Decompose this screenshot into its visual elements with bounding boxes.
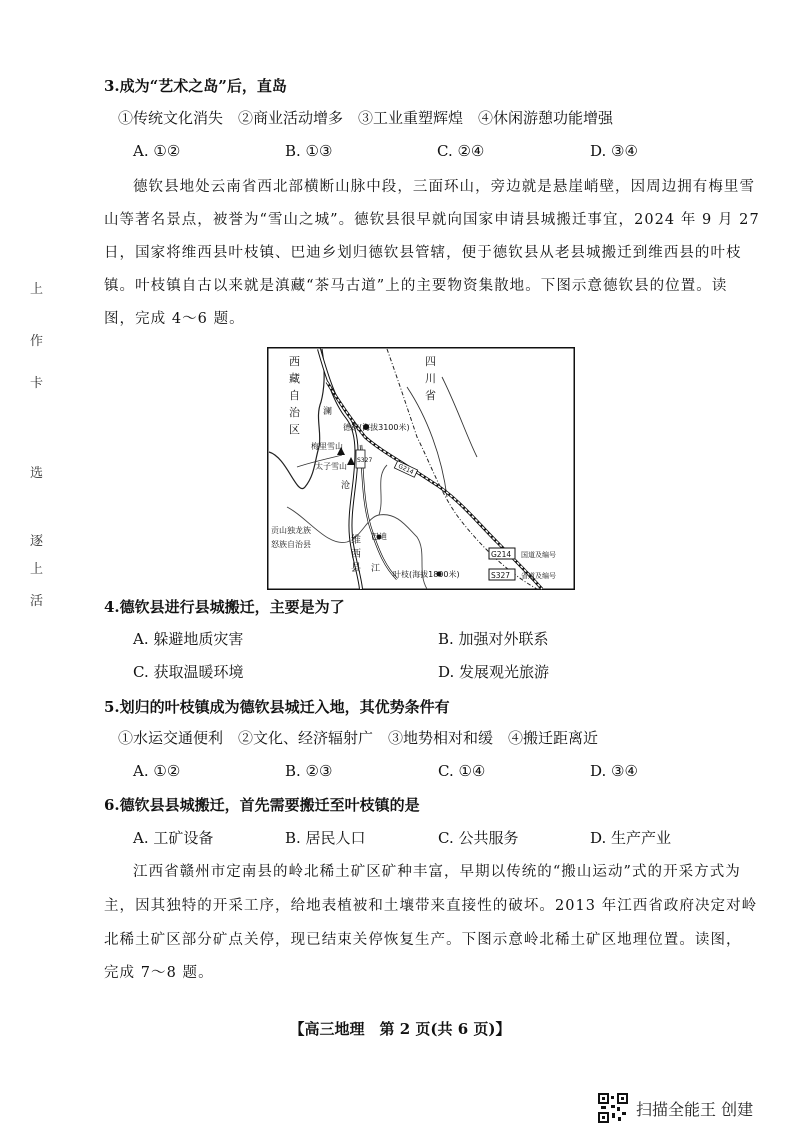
passage-2-line: 完成 7～8 题。: [104, 965, 214, 981]
margin-mark: 逐: [30, 534, 44, 549]
margin-mark: 活: [30, 594, 44, 609]
question-5-option-c[interactable]: C. ①④: [438, 762, 486, 780]
scanner-watermark: [598, 1093, 753, 1123]
tibet-label: 自: [289, 389, 300, 402]
meili-label: 梅里雪山: [311, 442, 343, 451]
yezhi-label: 叶枝(海拔1800米): [393, 570, 460, 579]
legend-national-code: G214: [491, 550, 512, 559]
tibet-label: 治: [289, 406, 300, 419]
weixi-label: 西: [351, 549, 361, 560]
passage-2-line: 主，因其独特的开采工序，给地表植被和土壤带来直接性的破坏。2013 年江西省政府决定对岭: [104, 898, 758, 914]
question-6-stem: 6.德钦县县城搬迁，首先需要搬迁至叶枝镇的是: [104, 796, 420, 814]
sichuan-label: 省: [425, 389, 436, 402]
tibet-label: 区: [289, 423, 300, 436]
river-label: 江: [371, 564, 381, 574]
question-4-option-a[interactable]: A. 躲避地质灾害: [133, 630, 244, 648]
taizi-label: 太子雪山: [315, 462, 347, 471]
question-4-option-c[interactable]: C. 获取温暖环境: [133, 663, 244, 681]
margin-mark: 选: [30, 466, 44, 481]
gongshan-label: 怒族自治县: [271, 540, 311, 549]
deqin-label: 德钦(海拔3100米): [343, 423, 410, 432]
watermark-text: 扫描全能王 创建: [636, 1099, 754, 1119]
question-6-option-d[interactable]: D. 生产产业: [590, 829, 672, 847]
road-number-g214: G214: [397, 462, 415, 477]
margin-mark: 上: [30, 282, 44, 297]
question-3-option-c[interactable]: C. ②④: [437, 142, 485, 160]
road-number-s327: S327: [357, 457, 373, 464]
sichuan-label: 四: [425, 355, 436, 368]
margin-mark: 卡: [30, 376, 44, 391]
passage-1-line: 山等著名景点，被誉为“雪山之城”。德钦县很早就向国家申请县城搬迁事宜，2024 年 9 月 27: [104, 212, 760, 228]
legend-national-label: 国道及编号: [521, 551, 556, 559]
river-label: 沧: [341, 481, 351, 491]
question-5-stem: 5.划归的叶枝镇成为德钦县城迁入地，其优势条件有: [104, 698, 450, 716]
question-6-option-b[interactable]: B. 居民人口: [285, 829, 366, 847]
badi-label: 巴迪: [371, 532, 387, 541]
passage-2-line: 北稀土矿区部分矿点关停，现已结束关停恢复生产。下图示意岭北稀土矿区地理位置。读图，: [104, 932, 742, 948]
margin-mark: 上: [30, 562, 44, 577]
passage-2-line: 江西省赣州市定南县的岭北稀土矿区矿种丰富，早期以传统的“搬山运动”式的开采方式为: [133, 864, 741, 880]
question-5-option-a[interactable]: A. ①②: [133, 762, 181, 780]
question-3-option-a[interactable]: A. ①②: [133, 142, 181, 160]
passage-1-line: 镇。叶枝镇自古以来就是滇藏“茶马古道”上的主要物资集散地。下图示意德钦县的位置。读: [104, 278, 728, 294]
weixi-label: 县: [351, 563, 361, 574]
legend-provincial-label: 省道及编号: [521, 572, 556, 580]
deqin-location-map: [267, 347, 575, 590]
page-footer: 【高三地理 第 2 页(共 6 页)】: [289, 1020, 511, 1038]
passage-1-line: 德钦县地处云南省西北部横断山脉中段，三面环山，旁边就是悬崖峭壁，因周边拥有梅里雪: [133, 179, 755, 195]
question-6-option-a[interactable]: A. 工矿设备: [133, 829, 214, 847]
weixi-label: 维: [351, 535, 361, 546]
question-5-option-d[interactable]: D. ③④: [590, 762, 638, 780]
question-3-option-d[interactable]: D. ③④: [590, 142, 638, 160]
tibet-label: 藏: [289, 372, 300, 385]
question-4-option-b[interactable]: B. 加强对外联系: [438, 630, 549, 648]
passage-1-line: 日，国家将维西县叶枝镇、巴迪乡划归德钦县管辖，便于德钦县从老县城搬迁到维西县的叶枝: [104, 245, 742, 261]
question-4-stem: 4.德钦县进行县城搬迁，主要是为了: [104, 598, 345, 616]
river-label: 澜: [323, 407, 333, 417]
question-6-option-c[interactable]: C. 公共服务: [438, 829, 519, 847]
question-3-option-b[interactable]: B. ①③: [285, 142, 333, 160]
question-3-stem: 3.成为“艺术之岛”后，直岛: [104, 77, 287, 95]
sichuan-label: 川: [425, 372, 436, 385]
question-3-statements: ①传统文化消失 ②商业活动增多 ③工业重塑辉煌 ④休闲游憩功能增强: [118, 109, 614, 127]
passage-1-line: 图，完成 4～6 题。: [104, 311, 245, 327]
margin-mark: 作: [30, 334, 44, 349]
tibet-label: 西: [289, 355, 300, 368]
question-5-statements: ①水运交通便利 ②文化、经济辐射广 ③地势相对和缓 ④搬迁距离近: [118, 729, 599, 747]
question-5-option-b[interactable]: B. ②③: [285, 762, 333, 780]
qr-code-icon: [598, 1093, 628, 1123]
question-4-option-d[interactable]: D. 发展观光旅游: [438, 663, 550, 681]
gongshan-label: 贡山独龙族: [271, 526, 311, 535]
legend-provincial-code: S327: [491, 571, 511, 580]
